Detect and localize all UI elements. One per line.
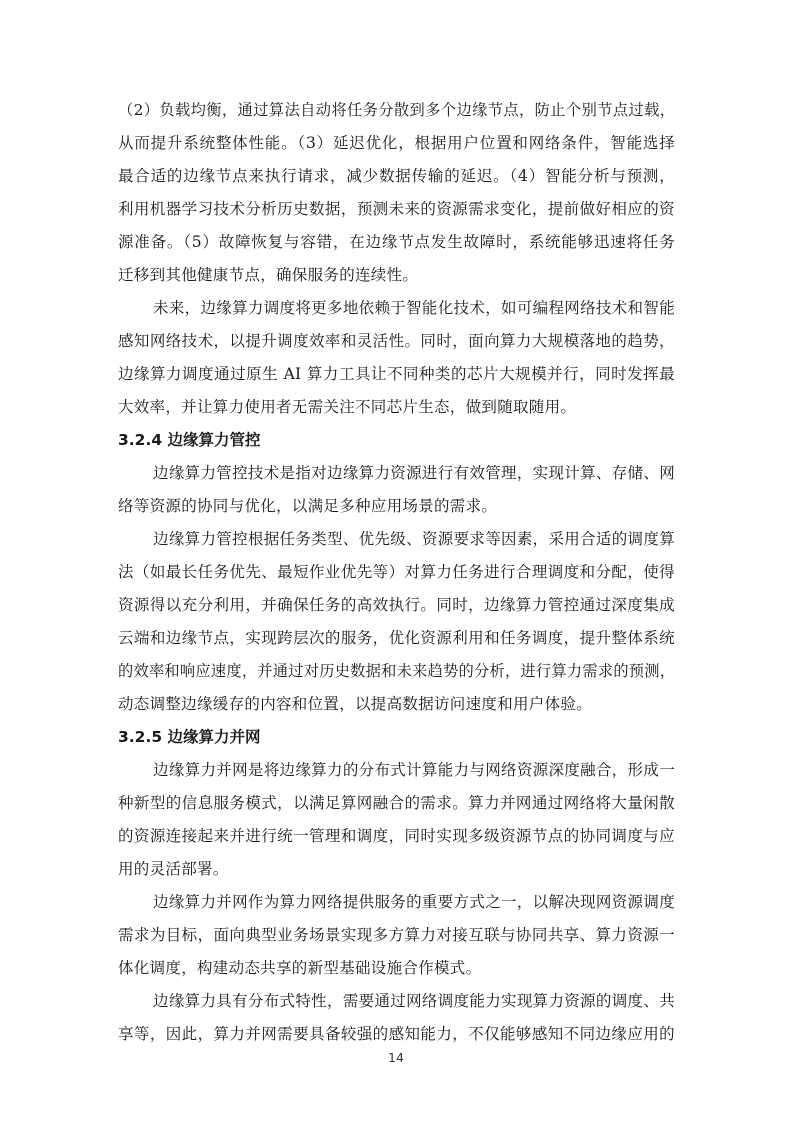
page-number: 14 (388, 1050, 404, 1065)
paragraph-4-line: 动态调整边缘缓存的内容和位置，以提高数据访问速度和用户体验。 (118, 695, 593, 713)
paragraph-6-line: 体化调度，构建动态共享的新型基础设施合作模式。 (118, 959, 482, 977)
paragraph-1-line: 最合适的边缘节点来执行请求，减少数据传输的延迟。（4）智能分析与预测， (118, 167, 675, 185)
paragraph-1-line: 利用机器学习技术分析历史数据，预测未来的资源需求变化，提前做好相应的资 (118, 200, 675, 218)
paragraph-4-line: 边缘算力管控根据任务类型、优先级、资源要求等因素，采用合适的调度算 (153, 530, 675, 548)
paragraph-2-line: 感知网络技术，以提升调度效率和灵活性。同时，面向算力大规模落地的趋势， (118, 332, 675, 350)
paragraph-6-line: 边缘算力并网作为算力网络提供服务的重要方式之一，以解决现网资源调度 (153, 893, 675, 911)
paragraph-5-line: 的资源连接起来并进行统一管理和调度，同时实现多级资源节点的协同调度与应 (118, 827, 675, 845)
section-heading-3-2-4: 3.2.4 边缘算力管控 (118, 431, 261, 449)
paragraph-4-line: 法（如最长任务优先、最短作业优先等）对算力任务进行合理调度和分配，使得 (118, 563, 675, 581)
paragraph-2-line: 大效率，并让算力使用者无需关注不同芯片生态，做到随取随用。 (118, 398, 577, 416)
paragraph-5-line: 种新型的信息服务模式，以满足算网融合的需求。算力并网通过网络将大量闲散 (118, 794, 675, 812)
section-heading-3-2-5: 3.2.5 边缘算力并网 (118, 728, 261, 746)
paragraph-7-line: 边缘算力具有分布式特性，需要通过网络调度能力实现算力资源的调度、共 (153, 992, 675, 1010)
paragraph-1-line: 源准备。（5）故障恢复与容错，在边缘节点发生故障时，系统能够迅速将任务 (118, 233, 675, 251)
paragraph-5-line: 用的灵活部署。 (118, 860, 229, 878)
paragraph-6-line: 需求为目标，面向典型业务场景实现多方算力对接互联与协同共享、算力资源一 (118, 926, 675, 944)
paragraph-1-line: 从而提升系统整体性能。（3）延迟优化，根据用户位置和网络条件，智能选择 (118, 134, 675, 152)
paragraph-1-line: （2）负载均衡，通过算法自动将任务分散到多个边缘节点，防止个别节点过载， (118, 101, 675, 119)
paragraph-2-line: 边缘算力调度通过原生 AI 算力工具让不同种类的芯片大规模并行，同时发挥最 (118, 365, 675, 383)
paragraph-1-line: 迁移到其他健康节点，确保服务的连续性。 (118, 266, 419, 284)
paragraph-3-line: 络等资源的协同与优化，以满足多种应用场景的需求。 (118, 497, 498, 515)
paragraph-4-line: 的效率和响应速度，并通过对历史数据和未来趋势的分析，进行算力需求的预测， (118, 662, 675, 680)
paragraph-4-line: 云端和边缘节点，实现跨层次的服务，优化资源利用和任务调度，提升整体系统 (118, 629, 675, 647)
paragraph-7-line: 享等，因此，算力并网需要具备较强的感知能力，不仅能够感知不同边缘应用的 (118, 1025, 675, 1043)
paragraph-4-line: 资源得以充分利用，并确保任务的高效执行。同时，边缘算力管控通过深度集成 (118, 596, 675, 614)
paragraph-3-line: 边缘算力管控技术是指对边缘算力资源进行有效管理，实现计算、存储、网 (153, 464, 675, 482)
paragraph-5-line: 边缘算力并网是将边缘算力的分布式计算能力与网络资源深度融合，形成一 (153, 761, 675, 779)
paragraph-2-line: 未来，边缘算力调度将更多地依赖于智能化技术，如可编程网络技术和智能 (153, 299, 675, 317)
